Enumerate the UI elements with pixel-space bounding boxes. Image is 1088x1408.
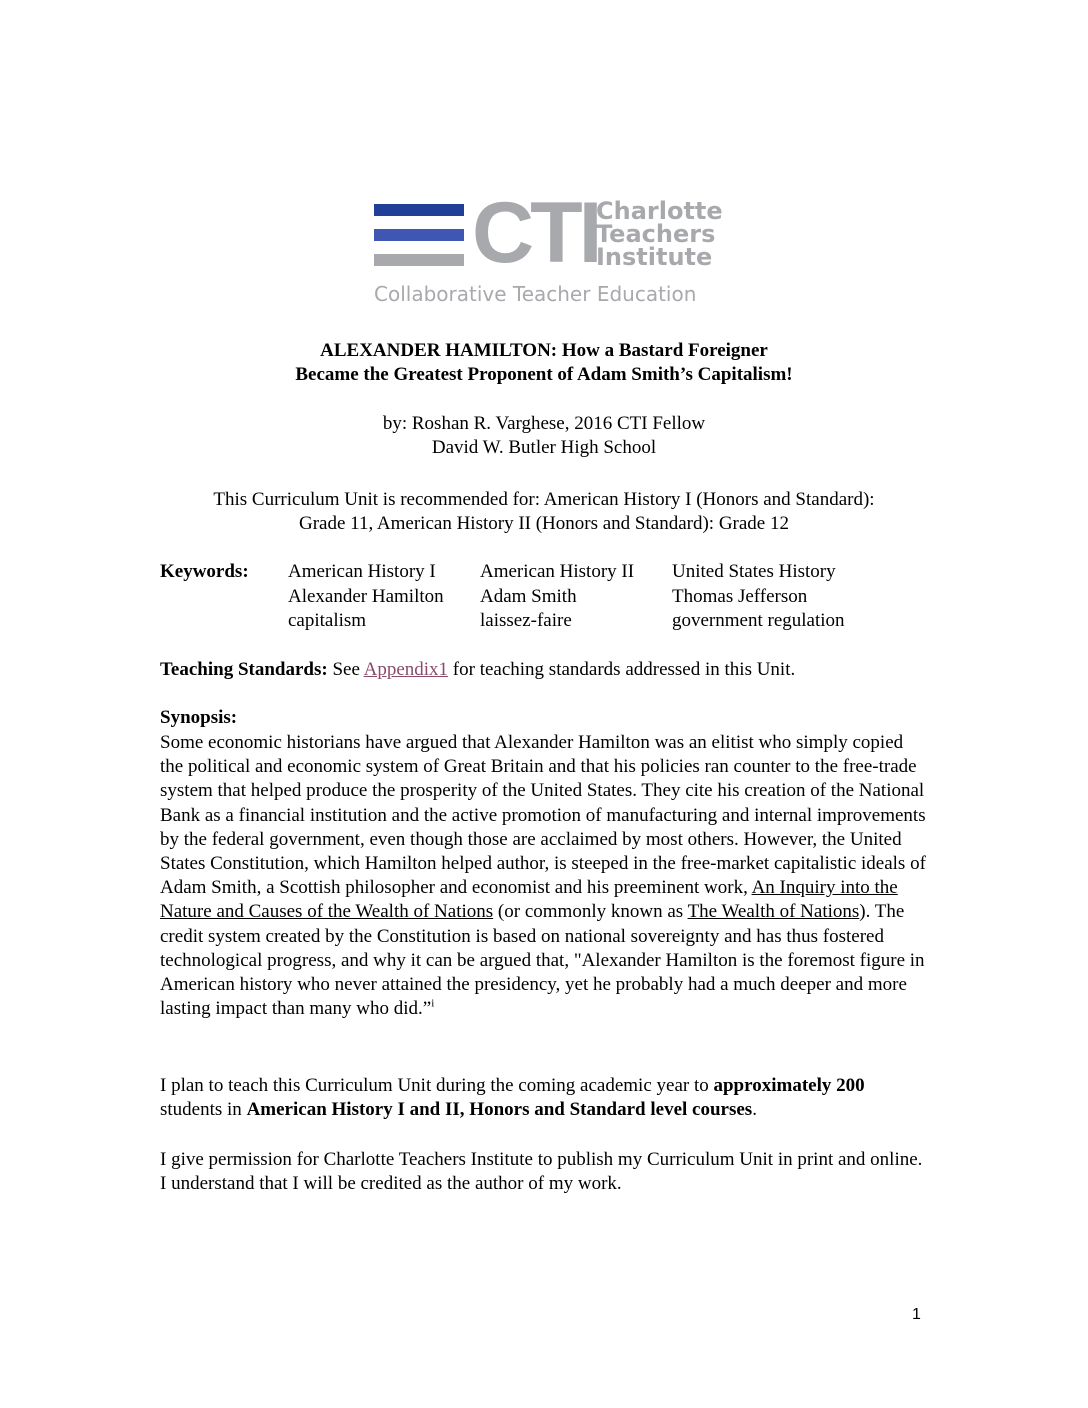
teaching-standards-text: for teaching standards addressed in this Unit. <box>448 659 796 680</box>
logo-bar-mid <box>374 229 464 241</box>
byline <box>0 412 1088 460</box>
synopsis-heading: Synopsis: <box>160 707 238 728</box>
book-short-title: The Wealth of Nations <box>687 901 860 923</box>
keyword: capitalism <box>288 610 367 631</box>
keyword: American History II <box>480 561 635 582</box>
logo-name-line: Teachers <box>596 220 716 248</box>
keyword: government regulation <box>672 610 845 631</box>
logo-name-line: Charlotte <box>596 197 723 225</box>
keyword: Adam Smith <box>480 585 577 607</box>
keywords-column <box>480 560 634 634</box>
logo-name <box>596 197 723 271</box>
plan-paragraph <box>160 1074 930 1122</box>
page-number: 1 <box>912 1306 921 1323</box>
appendix-link[interactable]: Appendix1 <box>363 659 449 680</box>
title-line-1: ALEXANDER HAMILTON: How a Bastard Foreigner <box>320 340 768 361</box>
recommendation-line-1: This Curriculum Unit is recommended for: American History I (Honors and Standard): <box>213 489 875 510</box>
book-title: An Inquiry into the Nature and Causes of the Wealth of Nations <box>160 877 898 923</box>
keyword: United States History <box>672 561 836 582</box>
keyword: Thomas Jefferson <box>672 585 808 607</box>
title-line-2: Became the Greatest Proponent of Adam Smith’s Capitalism! <box>295 364 793 385</box>
synopsis-part: Some economic historians have argued that Alexander Hamilton was an elitist who simply copied the political and economic system of Great Britain and that his policies ran counter to the free-trade system that helped produce the prosperity of the United States. They cite his creation of the National Bank as a financial institution and the active promotion of manufacturing and internal improvements by the federal government, even though those are acclaimed by most others. However, the United States Constitution, which Hamilton helped author, is steeped in the free-market capitalistic ideals of Adam Smith, a Scottish philosopher and economist and his preeminent work, <box>160 732 926 899</box>
synopsis-part: (or commonly known as <box>493 901 688 923</box>
logo-bar-gray <box>374 254 464 266</box>
synopsis-text <box>160 731 930 1021</box>
plan-bold: American History I and II, Honors and Standard level courses <box>246 1099 753 1121</box>
recommendation <box>0 488 1088 536</box>
teaching-standards-text: See <box>327 659 364 680</box>
plan-text: students in <box>160 1099 247 1121</box>
keyword: Alexander Hamilton <box>288 585 444 607</box>
document-title <box>0 339 1088 387</box>
synopsis-part: ). The credit system created by the Constitution is based on national sovereignty and has thus fostered technological progress, and why it can be argued that, "Alexander Hamilton is the foremost figure in American history who never attained the presidency, yet he probably had a much deeper and more lasting impact than many who did.” <box>160 901 925 1020</box>
teaching-standards <box>160 658 930 682</box>
logo-tagline: Collaborative Teacher Education <box>374 282 697 306</box>
logo-name-line: Institute <box>596 243 713 271</box>
school-line: David W. Butler High School <box>431 437 657 458</box>
logo-acronym: CTI <box>472 185 599 281</box>
footnote-marker[interactable]: i <box>431 997 435 1010</box>
keyword: laissez-faire <box>480 610 572 631</box>
keywords-column <box>672 560 845 634</box>
keywords-column <box>288 560 444 634</box>
permission-paragraph: I give permission for Charlotte Teachers Institute to publish my Curriculum Unit in print and online. I understand that I will be credited as the author of my work. <box>160 1149 923 1195</box>
keyword: American History I <box>288 561 436 582</box>
plan-text: I plan to teach this Curriculum Unit during the coming academic year to <box>160 1075 714 1096</box>
plan-text: . <box>752 1099 757 1121</box>
author-line: by: Roshan R. Varghese, 2016 CTI Fellow <box>382 413 706 434</box>
teaching-standards-label: Teaching Standards: <box>160 659 328 680</box>
plan-bold: approximately 200 <box>713 1075 865 1096</box>
cti-logo <box>374 185 723 306</box>
logo-bar-dark <box>374 204 464 216</box>
recommendation-line-2: Grade 11, American History II (Honors and Standard): Grade 12 <box>299 513 789 534</box>
keywords-label: Keywords: <box>160 561 249 582</box>
